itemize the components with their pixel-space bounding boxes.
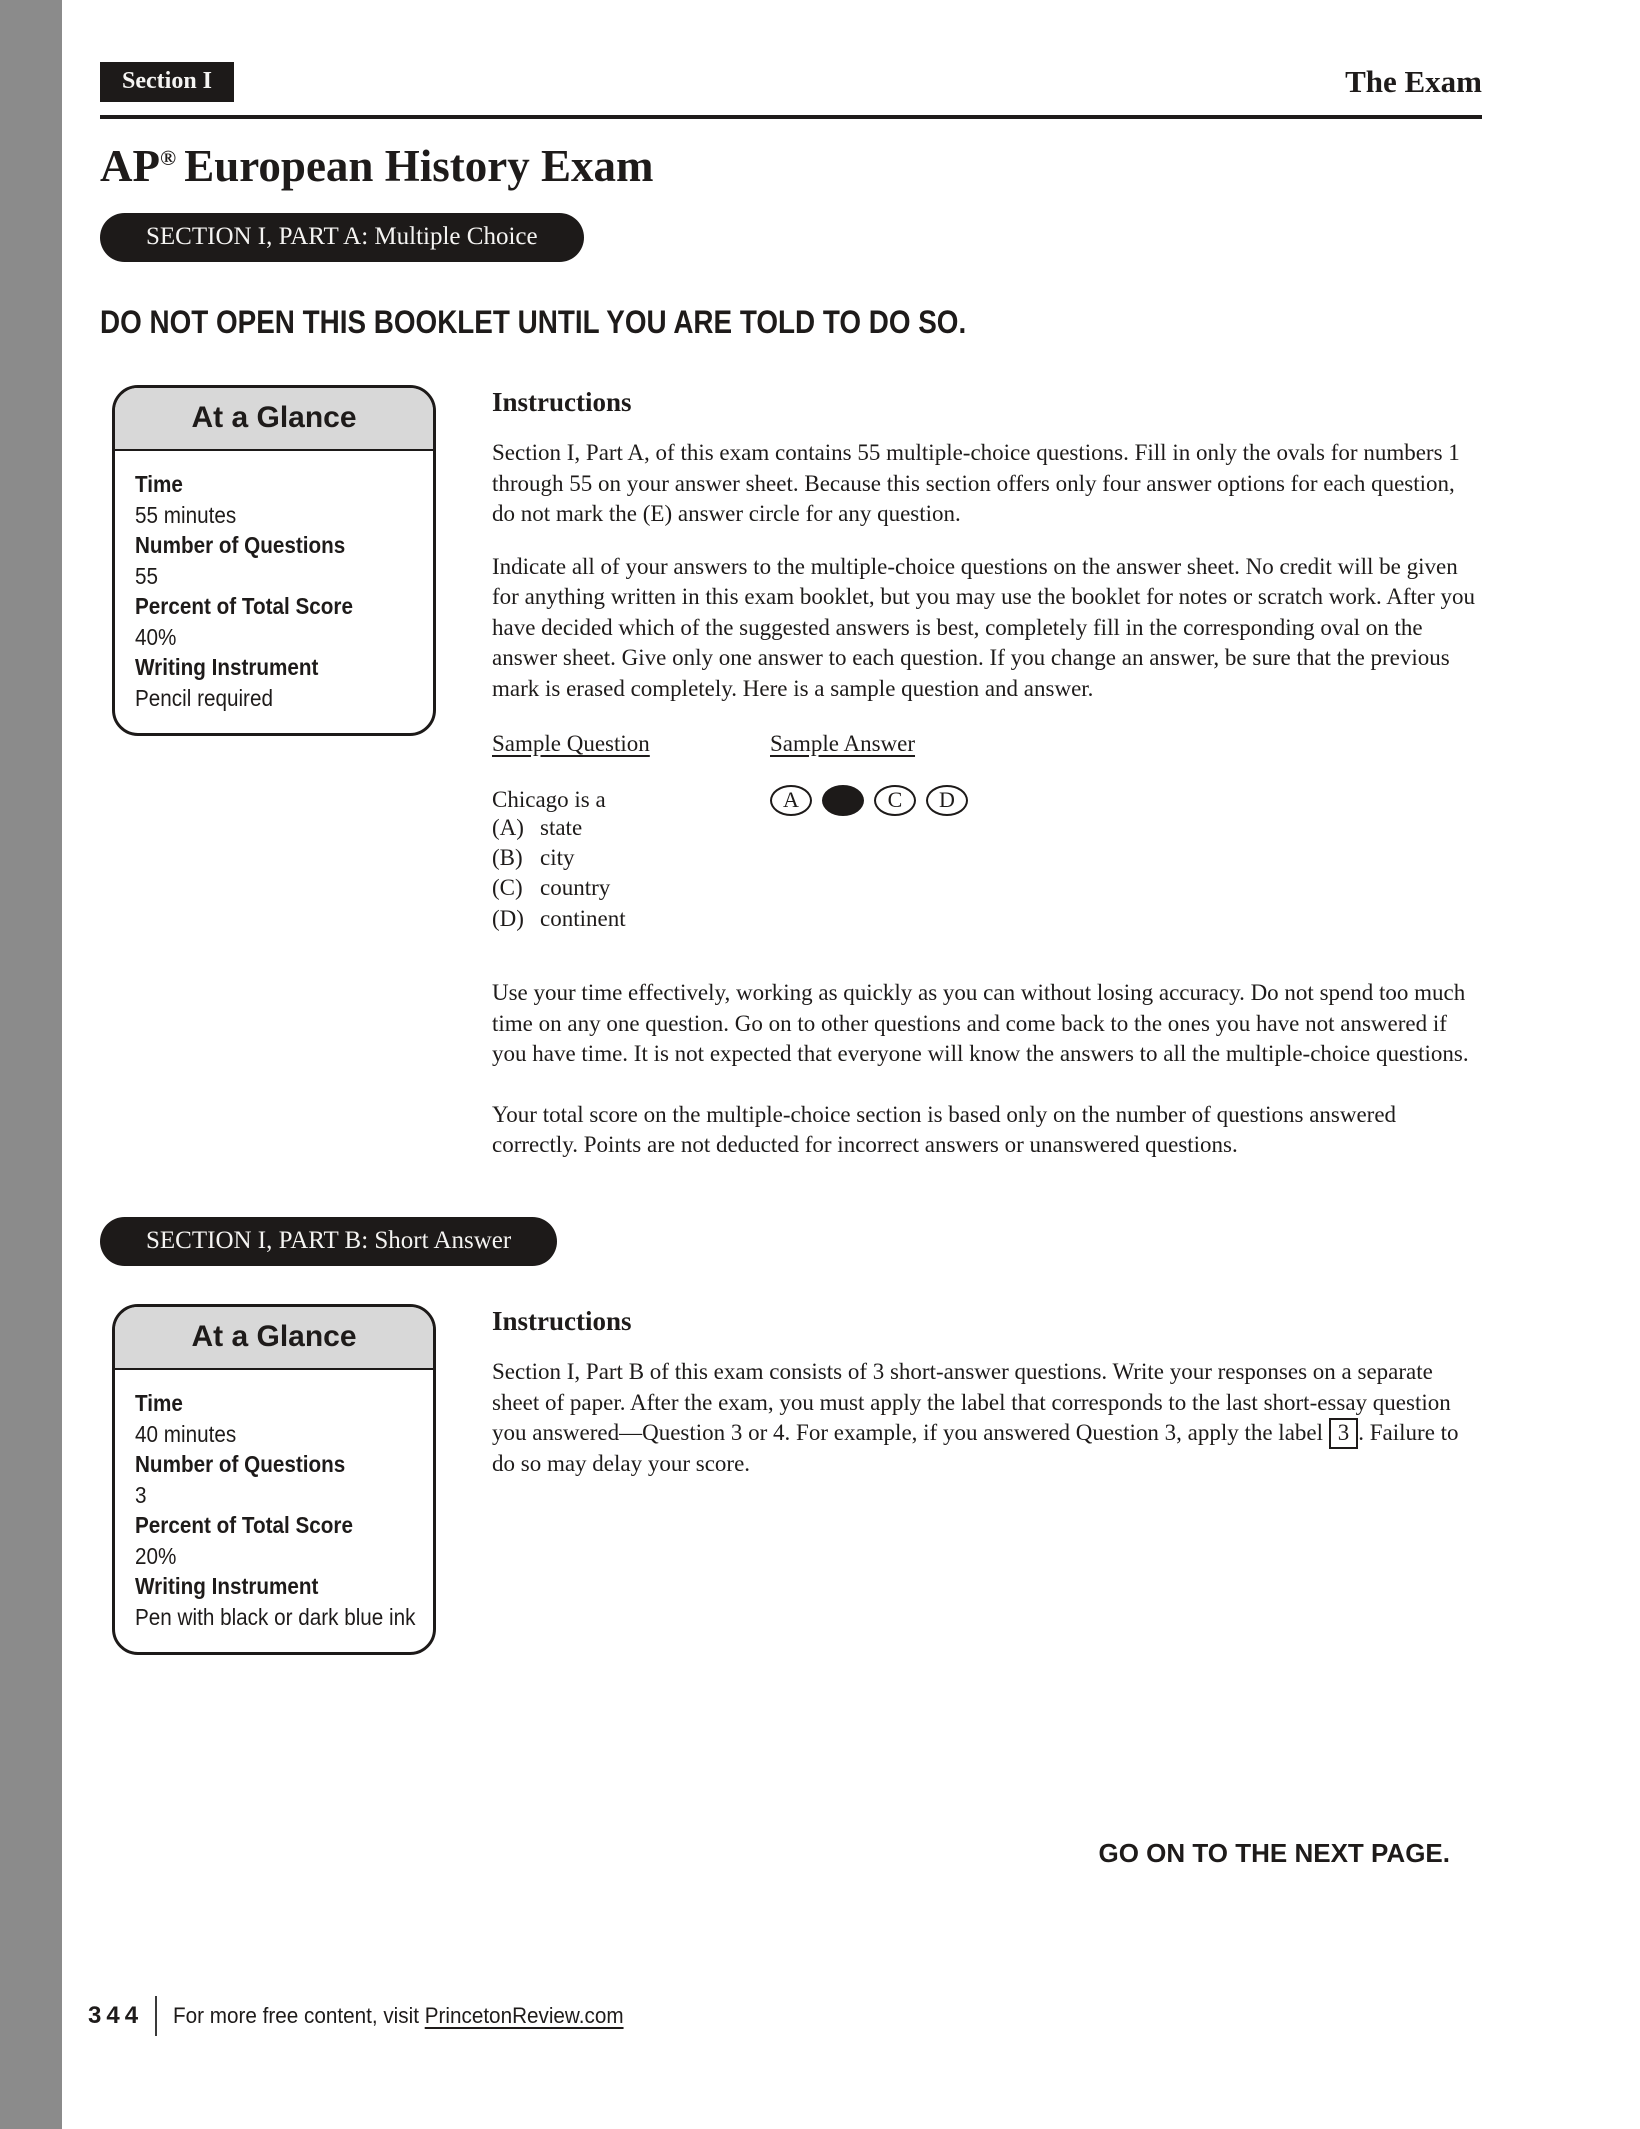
answer-bubble-a: A (770, 785, 812, 816)
footer-divider (155, 1996, 157, 2036)
glance-value: 55 minutes (135, 501, 237, 528)
chapter-title: The Exam (1345, 64, 1482, 99)
part-b-paragraph-1 (492, 1357, 1482, 1479)
answer-bubble-b-filled (822, 785, 864, 816)
option-a (492, 813, 770, 843)
glance-label: Percent of Total Score (135, 1512, 353, 1539)
glance-value: 3 (135, 1481, 147, 1508)
footer-text (173, 2003, 624, 2029)
option-text: country (540, 875, 611, 901)
at-a-glance-box-part-a (112, 385, 436, 736)
do-not-open-warning: DO NOT OPEN THIS BOOKLET UNTIL YOU ARE TOLD TO DO SO. (100, 304, 967, 340)
option-text: state (540, 814, 583, 840)
glance-value: 55 (135, 562, 159, 589)
at-a-glance-title: At a Glance (115, 1307, 433, 1370)
part-a-left-column (100, 385, 492, 736)
sample-question-answer (492, 731, 1482, 934)
option-text: city (540, 844, 575, 870)
section-badge: Section I (100, 62, 234, 102)
glance-label: Writing Instrument (135, 654, 319, 681)
instructions-heading-part-b: Instructions (492, 1305, 632, 1336)
at-a-glance-body (115, 451, 433, 733)
section-part-a-pill: SECTION I, PART A: Multiple Choice (100, 213, 584, 262)
answer-bubbles (770, 785, 968, 816)
at-a-glance-body (115, 1370, 433, 1652)
at-a-glance-title: At a Glance (115, 388, 433, 451)
option-b (492, 843, 770, 873)
sample-answer-column (770, 731, 968, 934)
option-letter: (C) (492, 875, 523, 901)
page-footer (88, 1996, 652, 2036)
title-rest: European History Exam (184, 141, 654, 191)
go-on-next-page-notice: GO ON TO THE NEXT PAGE. (1098, 1838, 1450, 1868)
glance-label: Writing Instrument (135, 1573, 319, 1600)
glance-label: Percent of Total Score (135, 593, 353, 620)
answer-bubble-d: D (926, 785, 968, 816)
glance-value: 40 minutes (135, 1420, 237, 1447)
option-d (492, 904, 770, 934)
part-b-paragraph-text: Section I, Part B of this exam consists of 3 short-answer questions. Write your responses on a separate sheet of paper. After the exam, you must apply the label that corresponds to the last short-essay question you answered—Question 3 or 4. For example, if you answered Question 3, apply the label (492, 1358, 1451, 1446)
option-letter: (A) (492, 814, 524, 840)
option-c (492, 873, 770, 903)
part-b-paragraph-text-after: . Failure to do so may delay your score. (492, 1420, 1459, 1476)
glance-value: Pencil required (135, 684, 273, 711)
part-a-paragraph-1: Section I, Part A, of this exam contains 55 multiple-choice questions. Fill in only the ovals for numbers 1 through 55 on your answer sheet. Because this section offers only four answer options for each question, do not mark the (E) answer circle for any question. (492, 440, 1460, 527)
sample-question-column (492, 731, 770, 934)
page-header (100, 0, 1482, 119)
page-edge-strip (0, 0, 62, 2129)
part-b-instructions-column (492, 1304, 1482, 1479)
page-number: 344 (88, 2002, 144, 2029)
glance-label: Number of Questions (135, 1451, 346, 1478)
glance-value: 40% (135, 623, 177, 650)
at-a-glance-box-part-b (112, 1304, 436, 1655)
sample-question-stem: Chicago is a (492, 786, 606, 812)
instructions-heading-part-a: Instructions (492, 387, 632, 417)
option-letter: (B) (492, 844, 523, 870)
part-a-paragraph-3: Use your time effectively, working as quickly as you can without losing accuracy. Do not spend too much time on any one question. Go on to other questions and come back to the ones you have not answered if you have time. It is not expected that everyone will know the answers to all the multiple-choice questions. (492, 980, 1469, 1067)
glance-label: Time (135, 471, 183, 497)
glance-value: 20% (135, 1542, 177, 1569)
princeton-review-link[interactable]: PrincetonReview.com (424, 2003, 624, 2028)
registered-mark: ® (160, 146, 177, 170)
part-a-instructions-column (492, 385, 1482, 1161)
part-a-paragraph-2: Indicate all of your answers to the multiple-choice questions on the answer sheet. No credit will be given for anything written in this exam booklet, but you may use the booklet for notes or scratch work. After you have decided which of the suggested answers is best, completely fill in the corresponding oval on the answer sheet. Give only one answer to each question. If you change an answer, be sure that the previous mark is erased completely. Here is a sample question and answer. (492, 553, 1476, 702)
glance-label: Number of Questions (135, 532, 346, 559)
part-a-row (100, 385, 1482, 1161)
boxed-question-label: 3 (1329, 1418, 1359, 1448)
glance-label: Time (135, 1389, 183, 1416)
part-a-paragraph-4: Your total score on the multiple-choice section is based only on the number of questions answered correctly. Points are not deducted for incorrect answers or unanswered questions. (492, 1101, 1397, 1158)
option-letter: (D) (492, 905, 524, 931)
glance-value: Pen with black or dark blue ink (135, 1603, 416, 1630)
sample-question-label: Sample Question (492, 730, 650, 756)
page-content (100, 0, 1482, 1655)
title-prefix: AP (100, 141, 160, 191)
sample-answer-label: Sample Answer (770, 730, 916, 756)
footer-text-before-link: For more free content, visit (173, 2003, 425, 2028)
part-b-row (100, 1304, 1482, 1655)
section-part-b-pill: SECTION I, PART B: Short Answer (100, 1217, 557, 1266)
page-title (100, 141, 1482, 191)
part-b-left-column (100, 1304, 492, 1655)
option-text: continent (540, 905, 626, 931)
answer-bubble-c: C (874, 785, 916, 816)
